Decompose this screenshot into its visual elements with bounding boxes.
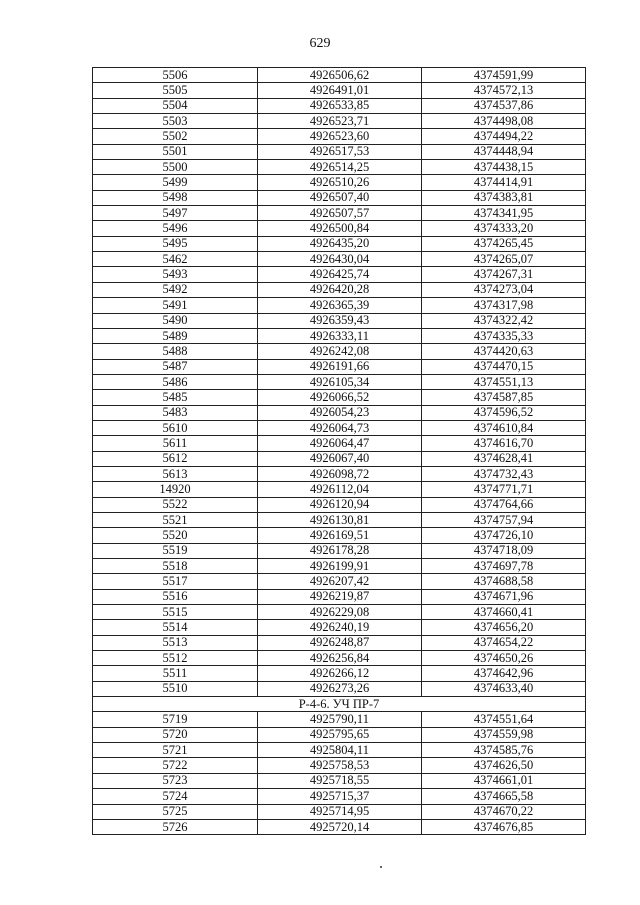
x-coordinate-cell: 4925790,11 (258, 712, 422, 727)
table-row (93, 420, 586, 435)
x-coordinate-cell: 4926435,20 (258, 236, 422, 251)
x-coordinate-cell: 4926098,72 (258, 466, 422, 481)
y-coordinate-cell: 4374610,84 (422, 420, 586, 435)
x-coordinate-cell: 4926169,51 (258, 528, 422, 543)
x-coordinate-cell: 4926105,34 (258, 374, 422, 389)
table-row (93, 405, 586, 420)
point-number-cell: 5505 (93, 83, 258, 98)
table-row (93, 374, 586, 389)
y-coordinate-cell: 4374438,15 (422, 160, 586, 175)
point-number-cell: 5499 (93, 175, 258, 190)
table-row (93, 543, 586, 558)
x-coordinate-cell: 4926066,52 (258, 390, 422, 405)
point-number-cell: 5516 (93, 589, 258, 604)
table-row (93, 635, 586, 650)
point-number-cell: 5521 (93, 512, 258, 527)
x-coordinate-cell: 4925758,53 (258, 758, 422, 773)
y-coordinate-cell: 4374688,58 (422, 574, 586, 589)
y-coordinate-cell: 4374670,22 (422, 804, 586, 819)
table-row (93, 512, 586, 527)
y-coordinate-cell: 4374718,09 (422, 543, 586, 558)
y-coordinate-cell: 4374585,76 (422, 743, 586, 758)
table-row (93, 436, 586, 451)
x-coordinate-cell: 4926266,12 (258, 666, 422, 681)
x-coordinate-cell: 4926510,26 (258, 175, 422, 190)
point-number-cell: 5495 (93, 236, 258, 251)
y-coordinate-cell: 4374642,96 (422, 666, 586, 681)
point-number-cell: 5511 (93, 666, 258, 681)
table-row (93, 236, 586, 251)
point-number-cell: 5497 (93, 206, 258, 221)
point-number-cell: 5518 (93, 559, 258, 574)
x-coordinate-cell: 4925718,55 (258, 773, 422, 788)
x-coordinate-cell: 4926506,62 (258, 68, 422, 83)
y-coordinate-cell: 4374317,98 (422, 298, 586, 313)
table-row (93, 758, 586, 773)
y-coordinate-cell: 4374654,22 (422, 635, 586, 650)
y-coordinate-cell: 4374671,96 (422, 589, 586, 604)
y-coordinate-cell: 4374628,41 (422, 451, 586, 466)
x-coordinate-cell: 4926273,26 (258, 681, 422, 696)
y-coordinate-cell: 4374551,64 (422, 712, 586, 727)
y-coordinate-cell: 4374771,71 (422, 482, 586, 497)
x-coordinate-cell: 4926229,08 (258, 605, 422, 620)
x-coordinate-cell: 4925720,14 (258, 819, 422, 834)
point-number-cell: 5498 (93, 190, 258, 205)
y-coordinate-cell: 4374757,94 (422, 512, 586, 527)
point-number-cell: 5503 (93, 114, 258, 129)
x-coordinate-cell: 4926420,28 (258, 282, 422, 297)
x-coordinate-cell: 4926240,19 (258, 620, 422, 635)
point-number-cell: 5490 (93, 313, 258, 328)
point-number-cell: 5522 (93, 497, 258, 512)
table-row (93, 98, 586, 113)
y-coordinate-cell: 4374341,95 (422, 206, 586, 221)
table-row (93, 466, 586, 481)
table-row (93, 282, 586, 297)
table-row (93, 344, 586, 359)
x-coordinate-cell: 4926242,08 (258, 344, 422, 359)
x-coordinate-cell: 4926064,73 (258, 420, 422, 435)
coordinates-table-body (93, 68, 586, 835)
table-row (93, 313, 586, 328)
point-number-cell: 5724 (93, 789, 258, 804)
table-row (93, 298, 586, 313)
table-row (93, 451, 586, 466)
point-number-cell: 14920 (93, 482, 258, 497)
table-row (93, 727, 586, 742)
table-row (93, 114, 586, 129)
y-coordinate-cell: 4374572,13 (422, 83, 586, 98)
x-coordinate-cell: 4925804,11 (258, 743, 422, 758)
y-coordinate-cell: 4374559,98 (422, 727, 586, 742)
y-coordinate-cell: 4374265,07 (422, 252, 586, 267)
point-number-cell: 5500 (93, 160, 258, 175)
y-coordinate-cell: 4374665,58 (422, 789, 586, 804)
y-coordinate-cell: 4374333,20 (422, 221, 586, 236)
table-row (93, 68, 586, 83)
y-coordinate-cell: 4374591,99 (422, 68, 586, 83)
point-number-cell: 5496 (93, 221, 258, 236)
table-row (93, 773, 586, 788)
table-row (93, 666, 586, 681)
point-number-cell: 5502 (93, 129, 258, 144)
x-coordinate-cell: 4926523,71 (258, 114, 422, 129)
x-coordinate-cell: 4926219,87 (258, 589, 422, 604)
y-coordinate-cell: 4374498,08 (422, 114, 586, 129)
x-coordinate-cell: 4926514,25 (258, 160, 422, 175)
page-number: 629 (309, 36, 331, 51)
x-coordinate-cell: 4926333,11 (258, 328, 422, 343)
x-coordinate-cell: 4926491,01 (258, 83, 422, 98)
point-number-cell: 5491 (93, 298, 258, 313)
x-coordinate-cell: 4926064,47 (258, 436, 422, 451)
section-header-row (93, 697, 586, 712)
table-row (93, 390, 586, 405)
point-number-cell: 5723 (93, 773, 258, 788)
table-row (93, 589, 586, 604)
table-row (93, 221, 586, 236)
point-number-cell: 5501 (93, 144, 258, 159)
table-row (93, 528, 586, 543)
point-number-cell: 5488 (93, 344, 258, 359)
y-coordinate-cell: 4374626,50 (422, 758, 586, 773)
x-coordinate-cell: 4926256,84 (258, 651, 422, 666)
table-row (93, 175, 586, 190)
x-coordinate-cell: 4926112,04 (258, 482, 422, 497)
table-row (93, 252, 586, 267)
table-row (93, 160, 586, 175)
x-coordinate-cell: 4926507,57 (258, 206, 422, 221)
x-coordinate-cell: 4926533,85 (258, 98, 422, 113)
y-coordinate-cell: 4374494,22 (422, 129, 586, 144)
point-number-cell: 5486 (93, 374, 258, 389)
table-row (93, 328, 586, 343)
x-coordinate-cell: 4925714,95 (258, 804, 422, 819)
table-row (93, 206, 586, 221)
table-row (93, 712, 586, 727)
x-coordinate-cell: 4925795,65 (258, 727, 422, 742)
y-coordinate-cell: 4374676,85 (422, 819, 586, 834)
y-coordinate-cell: 4374267,31 (422, 267, 586, 282)
point-number-cell: 5612 (93, 451, 258, 466)
y-coordinate-cell: 4374596,52 (422, 405, 586, 420)
y-coordinate-cell: 4374656,20 (422, 620, 586, 635)
point-number-cell: 5485 (93, 390, 258, 405)
x-coordinate-cell: 4926365,39 (258, 298, 422, 313)
table-row (93, 190, 586, 205)
y-coordinate-cell: 4374335,33 (422, 328, 586, 343)
y-coordinate-cell: 4374616,70 (422, 436, 586, 451)
x-coordinate-cell: 4926430,04 (258, 252, 422, 267)
table-row (93, 144, 586, 159)
y-coordinate-cell: 4374414,91 (422, 175, 586, 190)
y-coordinate-cell: 4374650,26 (422, 651, 586, 666)
table-row (93, 497, 586, 512)
point-number-cell: 5487 (93, 359, 258, 374)
point-number-cell: 5720 (93, 727, 258, 742)
y-coordinate-cell: 4374660,41 (422, 605, 586, 620)
table-row (93, 574, 586, 589)
coordinates-table (92, 67, 586, 835)
table-row (93, 359, 586, 374)
x-coordinate-cell: 4926425,74 (258, 267, 422, 282)
point-number-cell: 5515 (93, 605, 258, 620)
point-number-cell: 5613 (93, 466, 258, 481)
section-title: Р-4-6. УЧ ПР-7 (93, 697, 586, 712)
table-row (93, 651, 586, 666)
x-coordinate-cell: 4926500,84 (258, 221, 422, 236)
y-coordinate-cell: 4374732,43 (422, 466, 586, 481)
x-coordinate-cell: 4926067,40 (258, 451, 422, 466)
x-coordinate-cell: 4926523,60 (258, 129, 422, 144)
table-row (93, 559, 586, 574)
table-row (93, 482, 586, 497)
point-number-cell: 5719 (93, 712, 258, 727)
point-number-cell: 5520 (93, 528, 258, 543)
y-coordinate-cell: 4374551,13 (422, 374, 586, 389)
y-coordinate-cell: 4374726,10 (422, 528, 586, 543)
x-coordinate-cell: 4926207,42 (258, 574, 422, 589)
table-row (93, 819, 586, 834)
x-coordinate-cell: 4926178,28 (258, 543, 422, 558)
x-coordinate-cell: 4926054,23 (258, 405, 422, 420)
y-coordinate-cell: 4374383,81 (422, 190, 586, 205)
y-coordinate-cell: 4374448,94 (422, 144, 586, 159)
table-row (93, 681, 586, 696)
point-number-cell: 5610 (93, 420, 258, 435)
stray-dot-mark (380, 866, 382, 868)
table-row (93, 83, 586, 98)
x-coordinate-cell: 4925715,37 (258, 789, 422, 804)
point-number-cell: 5721 (93, 743, 258, 758)
y-coordinate-cell: 4374661,01 (422, 773, 586, 788)
point-number-cell: 5513 (93, 635, 258, 650)
point-number-cell: 5512 (93, 651, 258, 666)
point-number-cell: 5517 (93, 574, 258, 589)
table-row (93, 743, 586, 758)
table-row (93, 804, 586, 819)
point-number-cell: 5506 (93, 68, 258, 83)
point-number-cell: 5611 (93, 436, 258, 451)
point-number-cell: 5722 (93, 758, 258, 773)
y-coordinate-cell: 4374322,42 (422, 313, 586, 328)
point-number-cell: 5492 (93, 282, 258, 297)
point-number-cell: 5510 (93, 681, 258, 696)
y-coordinate-cell: 4374764,66 (422, 497, 586, 512)
x-coordinate-cell: 4926507,40 (258, 190, 422, 205)
point-number-cell: 5725 (93, 804, 258, 819)
point-number-cell: 5489 (93, 328, 258, 343)
y-coordinate-cell: 4374697,78 (422, 559, 586, 574)
x-coordinate-cell: 4926517,53 (258, 144, 422, 159)
y-coordinate-cell: 4374420,63 (422, 344, 586, 359)
point-number-cell: 5483 (93, 405, 258, 420)
point-number-cell: 5519 (93, 543, 258, 558)
point-number-cell: 5726 (93, 819, 258, 834)
table-row (93, 267, 586, 282)
point-number-cell: 5504 (93, 98, 258, 113)
point-number-cell: 5462 (93, 252, 258, 267)
x-coordinate-cell: 4926191,66 (258, 359, 422, 374)
table-row (93, 789, 586, 804)
table-row (93, 605, 586, 620)
y-coordinate-cell: 4374470,15 (422, 359, 586, 374)
table-row (93, 620, 586, 635)
x-coordinate-cell: 4926199,91 (258, 559, 422, 574)
y-coordinate-cell: 4374633,40 (422, 681, 586, 696)
point-number-cell: 5493 (93, 267, 258, 282)
x-coordinate-cell: 4926120,94 (258, 497, 422, 512)
x-coordinate-cell: 4926130,81 (258, 512, 422, 527)
y-coordinate-cell: 4374273,04 (422, 282, 586, 297)
y-coordinate-cell: 4374537,86 (422, 98, 586, 113)
y-coordinate-cell: 4374265,45 (422, 236, 586, 251)
table-row (93, 129, 586, 144)
x-coordinate-cell: 4926359,43 (258, 313, 422, 328)
y-coordinate-cell: 4374587,85 (422, 390, 586, 405)
point-number-cell: 5514 (93, 620, 258, 635)
x-coordinate-cell: 4926248,87 (258, 635, 422, 650)
